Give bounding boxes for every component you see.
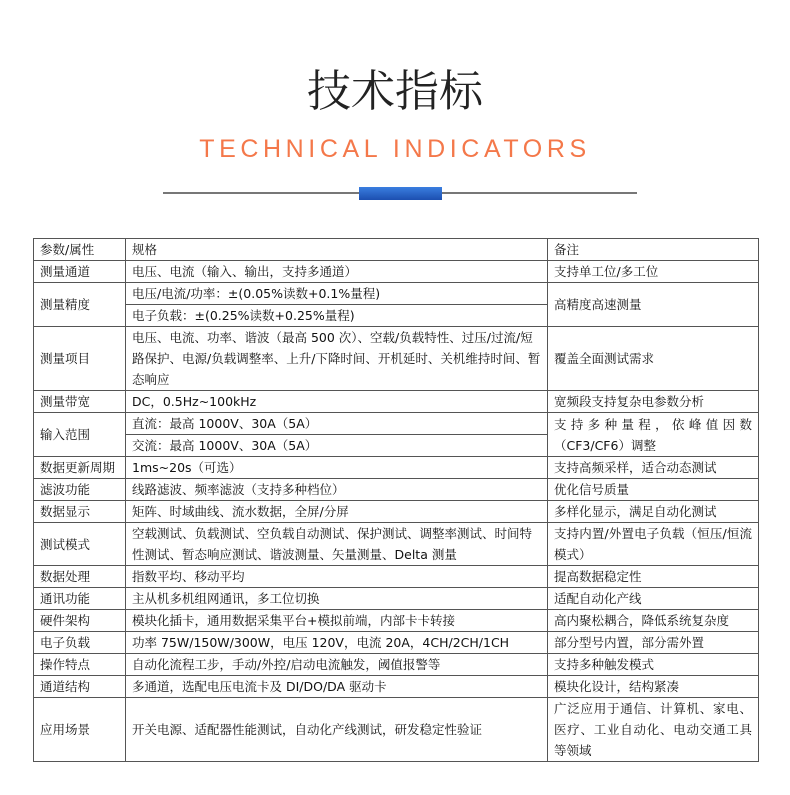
spec-cell: 功率 75W/150W/300W，电压 120V，电流 20A，4CH/2CH/1CH: [126, 632, 548, 654]
spec-cell: DC，0.5Hz~100kHz: [126, 391, 548, 413]
spec-cell: 电压、电流（输入、输出，支持多通道）: [126, 261, 548, 283]
spec-cell: 模块化插卡，通用数据采集平台+模拟前端，内部卡卡转接: [126, 610, 548, 632]
page-title: 技术指标: [307, 66, 483, 117]
note-cell: 多样化显示，满足自动化测试: [548, 501, 759, 523]
spec-cell: 线路滤波、频率滤波（支持多种档位）: [126, 479, 548, 501]
note-cell: 优化信号质量: [548, 479, 759, 501]
note-cell: 适配自动化产线: [548, 588, 759, 610]
column-header-param: 参数/属性: [34, 239, 126, 261]
param-cell: 滤波功能: [34, 479, 126, 501]
note-cell: 支持多种触发模式: [548, 654, 759, 676]
param-cell: 测量带宽: [34, 391, 126, 413]
note-cell: 提高数据稳定性: [548, 566, 759, 588]
param-cell: 通讯功能: [34, 588, 126, 610]
column-header-spec: 规格: [126, 239, 548, 261]
spec-cell: 电子负载：±(0.25%读数+0.25%量程): [126, 305, 548, 327]
table-header-row: [34, 239, 759, 261]
note-cell: 部分型号内置，部分需外置: [548, 632, 759, 654]
spec-table: [33, 238, 759, 762]
table-row: [34, 261, 759, 283]
note-cell: 支持内置/外置电子负载（恒压/恒流模式）: [548, 523, 759, 566]
param-cell: 数据处理: [34, 566, 126, 588]
divider-accent-bar: [359, 187, 442, 200]
spec-cell: 自动化流程工步，手动/外控/启动电流触发，阈值报警等: [126, 654, 548, 676]
param-cell: 数据更新周期: [34, 457, 126, 479]
table-row: [34, 610, 759, 632]
param-cell: 输入范围: [34, 413, 126, 457]
table-row: [34, 523, 759, 566]
spec-cell: 交流：最高 1000V、30A（5A）: [126, 435, 548, 457]
table-row: [34, 588, 759, 610]
param-cell: 电子负载: [34, 632, 126, 654]
spec-cell: 1ms~20s（可选）: [126, 457, 548, 479]
param-cell: 测量项目: [34, 327, 126, 391]
spec-cell: 开关电源、适配器性能测试，自动化产线测试，研发稳定性验证: [126, 698, 548, 762]
spec-cell: 电压/电流/功率：±(0.05%读数+0.1%量程): [126, 283, 548, 305]
spec-cell: 多通道，选配电压电流卡及 DI/DO/DA 驱动卡: [126, 676, 548, 698]
spec-cell: 空载测试、负载测试、空负载自动测试、保护测试、调整率测试、时间特性测试、暂态响应测试、谐波测量、矢量测量、Delta 测量: [126, 523, 548, 566]
param-cell: 测试模式: [34, 523, 126, 566]
table-row: [34, 501, 759, 523]
table-row: [34, 457, 759, 479]
param-cell: 操作特点: [34, 654, 126, 676]
note-cell: 高内聚松耦合，降低系统复杂度: [548, 610, 759, 632]
spec-cell: 电压、电流、功率、谐波（最高 500 次）、空载/负载特性、过压/过流/短路保护、电源/负载调整率、上升/下降时间、开机延时、关机维持时间、暂态响应: [126, 327, 548, 391]
note-cell: 宽频段支持复杂电参数分析: [548, 391, 759, 413]
table-row: [34, 327, 759, 391]
param-cell: 数据显示: [34, 501, 126, 523]
note-cell: 支持高频采样，适合动态测试: [548, 457, 759, 479]
table-row: [34, 413, 759, 435]
param-cell: 测量通道: [34, 261, 126, 283]
table-row: [34, 632, 759, 654]
spec-cell: 主从机多机组网通讯，多工位切换: [126, 588, 548, 610]
note-cell: 支持单工位/多工位: [548, 261, 759, 283]
spec-cell: 矩阵、时域曲线、流水数据，全屏/分屏: [126, 501, 548, 523]
spec-cell: 直流：最高 1000V、30A（5A）: [126, 413, 548, 435]
table-row: [34, 283, 759, 305]
table-row: [34, 654, 759, 676]
page-subtitle: TECHNICAL INDICATORS: [199, 135, 591, 163]
note-cell: 覆盖全面测试需求: [548, 327, 759, 391]
param-cell: 通道结构: [34, 676, 126, 698]
column-header-note: 备注: [548, 239, 759, 261]
table-row: [34, 698, 759, 762]
table-row: [34, 479, 759, 501]
param-cell: 应用场景: [34, 698, 126, 762]
note-cell: 高精度高速测量: [548, 283, 759, 327]
table-row: [34, 566, 759, 588]
param-cell: 测量精度: [34, 283, 126, 327]
note-cell: 模块化设计，结构紧凑: [548, 676, 759, 698]
param-cell: 硬件架构: [34, 610, 126, 632]
spec-cell: 指数平均、移动平均: [126, 566, 548, 588]
table-row: [34, 676, 759, 698]
note-cell: 支持多种量程，依峰值因数（CF3/CF6）调整: [548, 413, 759, 457]
table-row: [34, 391, 759, 413]
note-cell: 广泛应用于通信、计算机、家电、医疗、工业自动化、电动交通工具等领域: [548, 698, 759, 762]
